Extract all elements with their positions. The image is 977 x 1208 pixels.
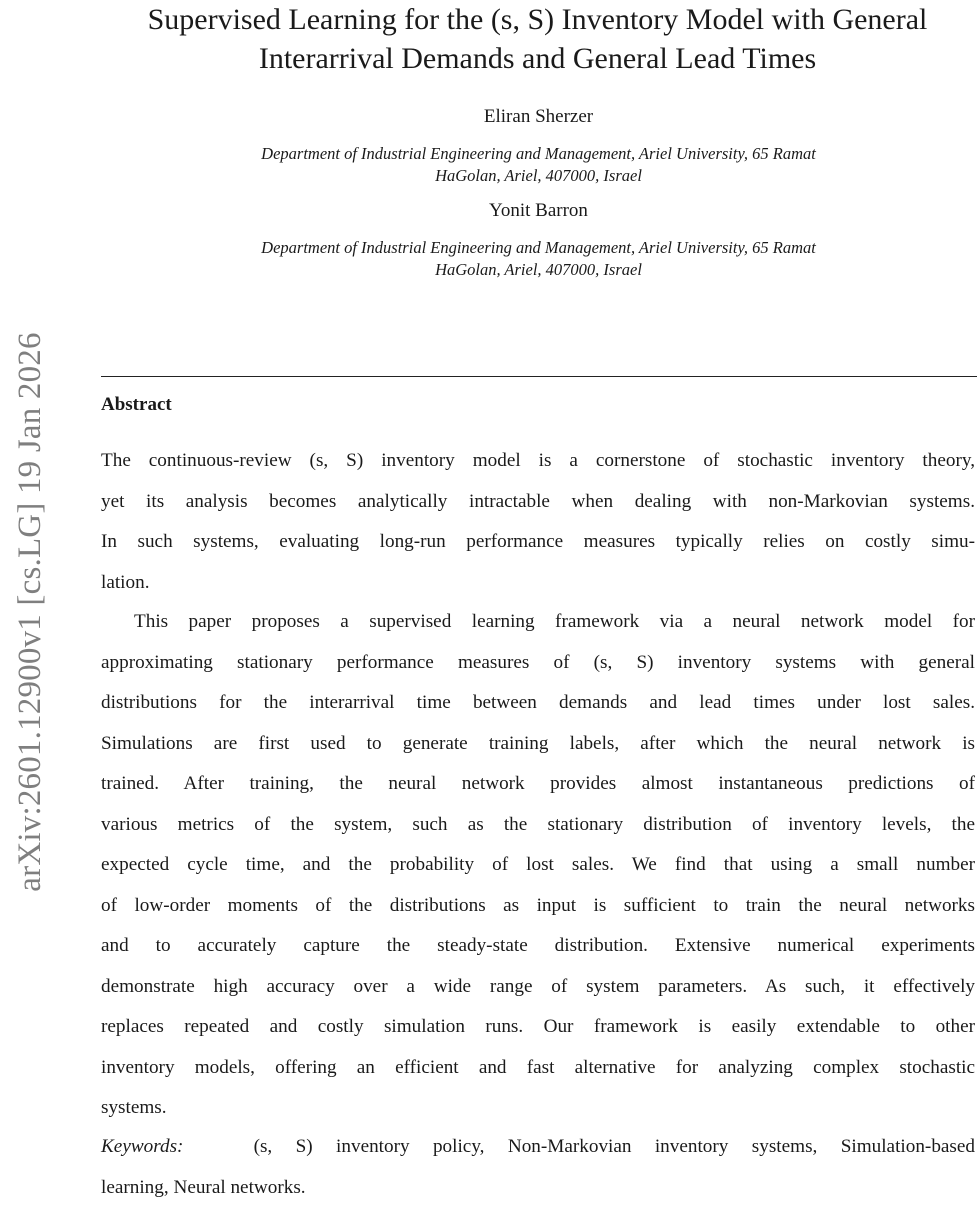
- author-name-1: Eliran Sherzer: [100, 106, 977, 128]
- abstract-line: expected cycle time, and the probability of lost sales. We find that using a small number: [101, 845, 975, 886]
- affiliation-line: Department of Industrial Engineering and Management, Ariel University, 65 Ramat: [100, 143, 977, 165]
- keywords-text: (s, S) inventory policy, Non-Markovian inventory systems, Simulation-based: [254, 1136, 975, 1157]
- title-line-1: Supervised Learning for the (s, S) Inventory Model with General: [90, 0, 977, 39]
- abstract-line: yet its analysis becomes analytically intractable when dealing with non-Markovian systems.: [101, 482, 975, 523]
- abstract-line: In such systems, evaluating long-run performance measures typically relies on costly simu-: [101, 522, 975, 563]
- keywords-label: Keywords:: [101, 1136, 183, 1157]
- abstract-paragraph-1: [101, 441, 975, 603]
- abstract-line: lation.: [101, 563, 975, 604]
- arxiv-stamp: arXiv:2601.12900v1 [cs.LG] 19 Jan 2026: [8, 322, 52, 902]
- author-affiliation-1: [100, 143, 977, 187]
- abstract-line: This paper proposes a supervised learning framework via a neural network model for: [101, 602, 975, 643]
- abstract-line: The continuous-review (s, S) inventory model is a cornerstone of stochastic inventory theory,: [101, 441, 975, 482]
- abstract-paragraph-2: [101, 602, 975, 1129]
- abstract-line: and to accurately capture the steady-state distribution. Extensive numerical experiments: [101, 926, 975, 967]
- keywords-line-1: [101, 1127, 975, 1168]
- affiliation-line: HaGolan, Ariel, 407000, Israel: [100, 165, 977, 187]
- abstract-line: demonstrate high accuracy over a wide range of system parameters. As such, it effectively: [101, 967, 975, 1008]
- abstract-rule: [101, 376, 977, 377]
- author-affiliation-2: [100, 237, 977, 281]
- author-name-2: Yonit Barron: [100, 200, 977, 222]
- affiliation-line: Department of Industrial Engineering and Management, Ariel University, 65 Ramat: [100, 237, 977, 259]
- paper-title: [90, 0, 977, 78]
- abstract-line: distributions for the interarrival time between demands and lead times under lost sales.: [101, 683, 975, 724]
- title-line-2: Interarrival Demands and General Lead Times: [90, 39, 977, 78]
- affiliation-line: HaGolan, Ariel, 407000, Israel: [100, 259, 977, 281]
- abstract-line: systems.: [101, 1088, 975, 1129]
- abstract-line: various metrics of the system, such as the stationary distribution of inventory levels, the: [101, 805, 975, 846]
- abstract-line: trained. After training, the neural network provides almost instantaneous predictions of: [101, 764, 975, 805]
- keywords-line-2: learning, Neural networks.: [101, 1168, 975, 1208]
- abstract-line: approximating stationary performance measures of (s, S) inventory systems with general: [101, 643, 975, 684]
- abstract-line: replaces repeated and costly simulation runs. Our framework is easily extendable to other: [101, 1007, 975, 1048]
- abstract-line: inventory models, offering an efficient and fast alternative for analyzing complex stochastic: [101, 1048, 975, 1089]
- abstract-line: of low-order moments of the distributions as input is sufficient to train the neural networks: [101, 886, 975, 927]
- abstract-heading: Abstract: [101, 394, 172, 416]
- abstract-line: Simulations are first used to generate training labels, after which the neural network is: [101, 724, 975, 765]
- keywords-block: [101, 1127, 975, 1208]
